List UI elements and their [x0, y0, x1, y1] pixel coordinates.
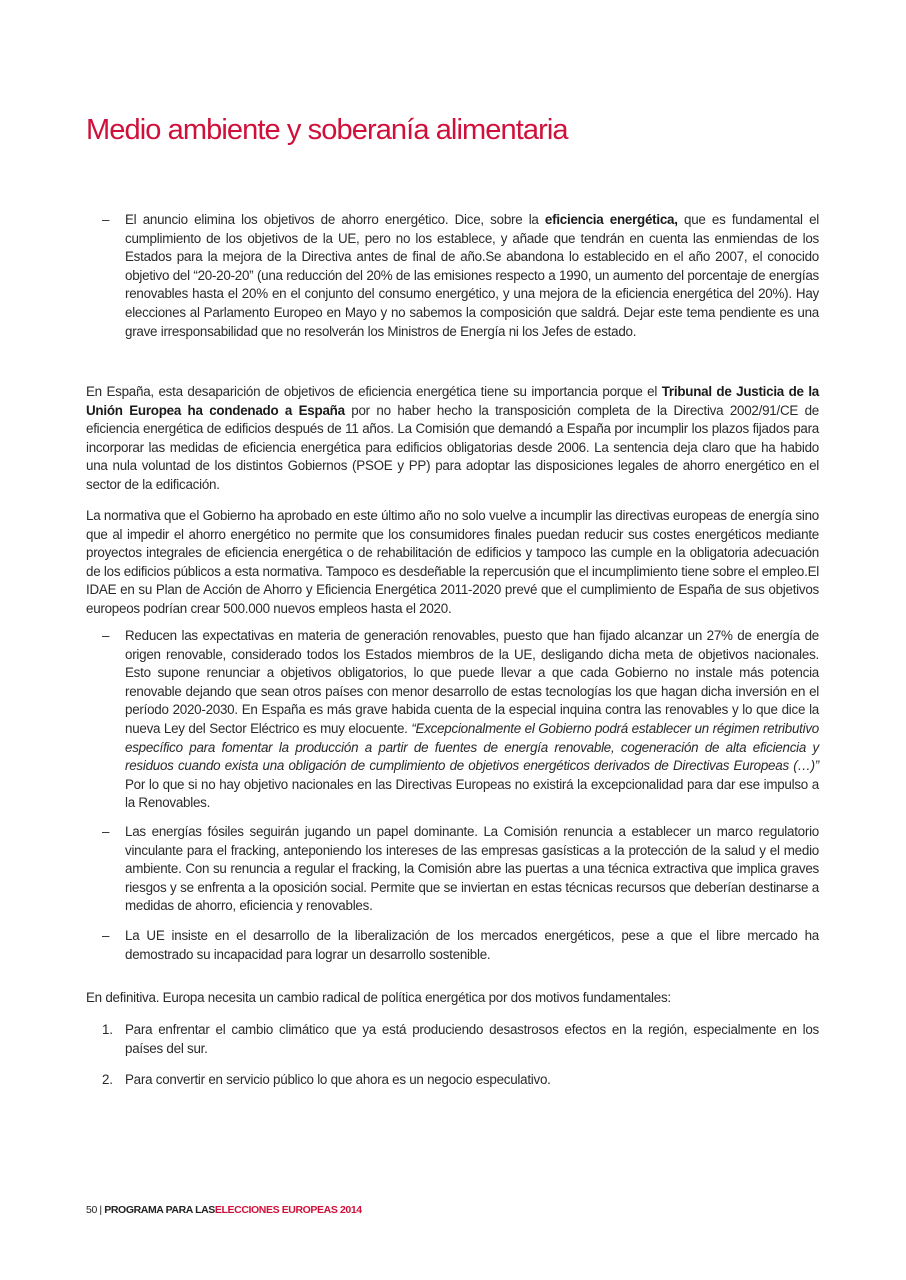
number-marker: 2.: [102, 1072, 113, 1087]
numbered-item-1: [86, 1021, 819, 1058]
numbered-text: Para convertir en servicio público lo que ahora es un negocio especulativo.: [125, 1072, 551, 1087]
dash-bullet: –: [102, 212, 110, 227]
bullet-item-efficiency: [86, 211, 819, 341]
text-run: En España, esta desaparición de objetivos de eficiencia energética tiene su importancia porque el: [86, 384, 662, 399]
numbered-text: Para enfrentar el cambio climático que ya está produciendo desastrosos efectos en la región, especialmente en los países del sur.: [125, 1022, 819, 1056]
number-marker: 1.: [102, 1022, 113, 1037]
quote-italic: “Excepcionalmente el Gobierno podrá establecer un régimen retributivo específico para fomentar la producción a partir de fuentes de energía renovable, cogeneración de alta eficiencia y residuos cuando exista una obligación de cumplimiento de objetivos energéticos derivados de Directivas Europeas (…)”: [125, 720, 819, 774]
text-run: Reducen las expectativas en materia de generación renovables, puesto que han fijado alcanzar un 27% de energía de origen renovable, considerado todos los Estados miembros de la UE, desligando dicha meta de objetivos nacionales. Esto supone renunciar a objetivos obligatorios, lo que puede llevar a que cada Gobierno no instale más potencia renovable dejando que sean otros países con menor desarrollo de estas tecnologías los que hagan dicha inversión en el período 2020-2030. En España es más grave habida cuenta de la especial inquina contra las renovables y lo que dice la nueva Ley del Sector Eléctrico es muy elocuente.: [125, 628, 819, 736]
text-run: El anuncio elimina los objetivos de ahorro energético. Dice, sobre la: [125, 212, 545, 227]
page-title: Medio ambiente y soberanía alimentaria: [86, 114, 568, 146]
bullet-item-liberalization: [86, 927, 819, 964]
page-footer: [86, 1204, 362, 1216]
dash-bullet: –: [102, 928, 110, 943]
text-run: Por lo que si no hay objetivo nacionales en las Directivas Europeas no existirá la excepcionalidad para dar ese impulso a la Renovables.: [125, 776, 819, 811]
paragraph-conclusion: En definitiva. Europa necesita un cambio radical de política energética por dos motivos fundamentales:: [86, 990, 671, 1005]
bullet-text: [125, 627, 819, 813]
bold-run: eficiencia energética,: [544, 212, 678, 227]
bullet-text: La UE insiste en el desarrollo de la liberalización de los mercados energéticos, pese a que el libre mercado ha demostrado su incapacidad para lograr un desarrollo sostenible.: [125, 928, 819, 962]
bullet-item-fossil: [86, 823, 819, 916]
bold-run: Tribunal de Justicia de la Unión Europea ha condenado a España: [86, 384, 819, 418]
text-run: que es fundamental el cumplimiento de los objetivos de la UE, pero no los establece, y añade que tendrán en cuenta las enmiendas de los Estados para la mejora de la Directiva antes de final de año.Se abandona lo establecido en el año 2007, el conocido objetivo del “20-20-20” (una reducción del 20% de las emisiones respecto a 1990, un aumento del porcentaje de energías renovables hasta el 20% en el conjunto del consumo energético, y una mejora de la eficiencia energética del 20%). Hay elecciones al Parlamento Europeo en Mayo y no sabemos la composición que saldrá. Dejar este tema pendiente es una grave irresponsabilidad que no resolverán los Ministros de Energía ni los Jefes de estado.: [125, 212, 819, 339]
footer-election: ELECCIONES EUROPEAS 2014: [214, 1204, 362, 1216]
bullet-text: Las energías fósiles seguirán jugando un papel dominante. La Comisión renuncia a establecer un marco regulatorio vinculante para el fracking, anteponiendo los intereses de las empresas gasísticas a la protección de la salud y el medio ambiente. Con su renuncia a regular el fracking, la Comisión abre las puertas a una técnica extractiva que implica graves riesgos y se enfrenta a la oposición social. Permite que se inviertan en estas técnicas recursos que deberían destinarse a medidas de ahorro, eficiencia y renovables.: [125, 824, 819, 914]
bullet-text: [125, 211, 819, 341]
paragraph-tribunal: [86, 383, 819, 495]
dash-bullet: –: [102, 628, 110, 643]
page-number: 50 |: [86, 1204, 102, 1216]
paragraph-normativa: La normativa que el Gobierno ha aprobado en este último año no solo vuelve a incumplir las directivas europeas de energía sino que al impedir el ahorro energético no permite que los consumidores finales puedan reducir sus costes energéticos mediante proyectos integrales de eficiencia energética o de rehabilitación de edificios y tampoco las cumple en la obligatoria adecuación de los edificios públicos a esta normativa. Tampoco es desdeñable la repercusión que el incumplimiento tiene sobre el empleo.El IDAE en su Plan de Acción de Ahorro y Eficiencia Energética 2011-2020 prevé que el cumplimiento de España de sus objetivos europeos podrían crear 500.000 nuevos empleos hasta el 2020.: [86, 508, 819, 616]
bullet-item-renewables: [86, 627, 819, 813]
text-run: por no haber hecho la transposición completa de la Directiva 2002/91/CE de eficiencia energética de edificios después de 11 años. La Comisión que demandó a España por incumplir los plazos fijados para incorporar las medidas de eficiencia energética para edificios obligatorias desde 2006. La sentencia deja claro que ha habido una nula voluntad de los distintos Gobiernos (PSOE y PP) para adoptar las disposiciones legales de ahorro energético en el sector de la edificación.: [86, 402, 819, 492]
dash-bullet: –: [102, 824, 110, 839]
numbered-item-2: [86, 1071, 819, 1090]
footer-program: PROGRAMA PARA LAS: [104, 1204, 215, 1216]
